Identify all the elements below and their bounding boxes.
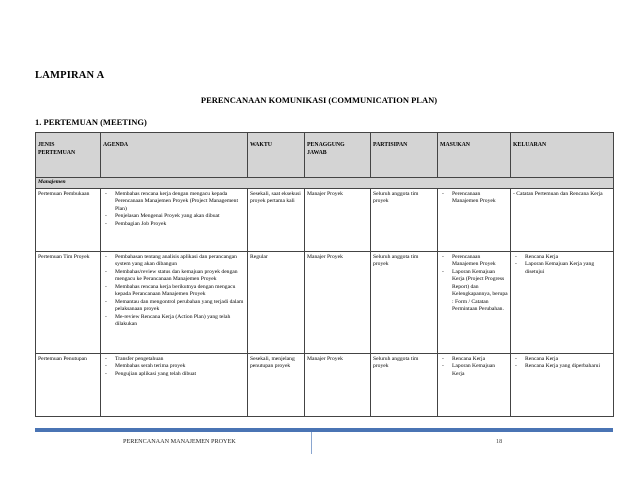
cell-masukan: [438, 251, 511, 353]
cell-keluaran: [511, 251, 614, 353]
list-item: - Me-review Rencana Kerja (Action Plan) yang telah dilakukan: [103, 314, 245, 329]
cell-partisipan: Seluruh anggota tim proyek: [371, 251, 438, 353]
page-number: 18: [496, 438, 503, 445]
list-item: - Rencana Kerja: [440, 356, 508, 364]
list-item: - Rencana Kerja: [513, 254, 611, 262]
cell-agenda: [101, 188, 248, 251]
table-row: [36, 251, 614, 353]
header-agenda: AGENDA: [101, 133, 248, 178]
communication-plan-table: [35, 132, 614, 417]
group-row: [36, 178, 614, 189]
cell-keluaran: [511, 353, 614, 416]
list-item: - Laporan Kemajuan Kerja yang disetujui: [513, 261, 611, 276]
footer-rule: [35, 428, 613, 432]
cell-penanggung: Manajer Proyek: [305, 353, 371, 416]
table-row: [36, 188, 614, 251]
cell-partisipan: Seluruh anggota tim proyek: [371, 188, 438, 251]
header-jenis: JENIS PERTEMUAN: [36, 133, 101, 178]
table-row: [36, 353, 614, 416]
cell-jenis: Pertemuan Pembukaan: [36, 188, 101, 251]
list-item: - Laporan Kemajuan Kerja (Project Progress Report) dan Kelengkapannya, berupa : Form / Catatan Permintaan Perubahan.: [440, 269, 508, 314]
table-header-row: [36, 133, 614, 178]
cell-waktu: Sesekali, saat eksekusi proyek pertama kali: [248, 188, 305, 251]
list-item: - Laporan Kemajuan Kerja: [440, 363, 508, 378]
list-item: - Perencanaan Manajemen Proyek: [440, 254, 508, 269]
list-item: - Pembagian Job Proyek: [103, 221, 245, 229]
cell-partisipan: Seluruh anggota tim proyek: [371, 353, 438, 416]
footer-separator: [311, 432, 312, 454]
list-item: - Membahas/review status dan kemajuan proyek dengan mengacu ke Perancanaan Manajemen Proyek: [103, 269, 245, 284]
group-label: Manajemen: [36, 178, 614, 189]
cell-masukan: [438, 188, 511, 251]
list-item: - Membahas rencana kerja berikutnya dengan mengacu kepada Perancanaan Manajemen Proyek: [103, 284, 245, 299]
cell-penanggung: Manajer Proyek: [305, 188, 371, 251]
header-penanggung: PENAGGUNG JAWAB: [305, 133, 371, 178]
list-item: - Memantau dan mengontrol perubahan yang terjadi dalam pelaksanaan proyek: [103, 299, 245, 314]
list-item: - Membahas rencana kerja dengan mengacu kepada Perencanaan Manajemen Proyek (Project Management Plan): [103, 191, 245, 214]
list-item: - Penjelasan Mengenai Proyek yang akan dibuat: [103, 213, 245, 221]
cell-waktu: Sesekali, menjelang penutupan proyek: [248, 353, 305, 416]
list-item: - Pembahasan tentang analisis aplikasi dan perancangan system yang akan dibangun: [103, 254, 245, 269]
footer-title: PERENCANAAN MANAJEMEN PROYEK: [123, 438, 236, 445]
list-item: - Transfer pengetahuan: [103, 356, 245, 364]
cell-masukan: [438, 353, 511, 416]
cell-keluaran: - Catatan Pertemuan dan Rencana Kerja: [511, 188, 614, 251]
header-partisipan: PARTISIPAN: [371, 133, 438, 178]
appendix-label: LAMPIRAN A: [35, 70, 105, 81]
list-item: - Pengujian aplikasi yang telah dibuat: [103, 371, 245, 379]
cell-agenda: [101, 353, 248, 416]
list-item: - Perencanaan Manajemen Proyek: [440, 191, 508, 206]
header-waktu: WAKTU: [248, 133, 305, 178]
cell-jenis: Pertemuan Tim Proyek: [36, 251, 101, 353]
cell-agenda: [101, 251, 248, 353]
header-masukan: MASUKAN: [438, 133, 511, 178]
cell-jenis: Pertemuan Penutupan: [36, 353, 101, 416]
header-keluaran: KELUARAN: [511, 133, 614, 178]
list-item: - Membahas serah terima proyek: [103, 363, 245, 371]
cell-penanggung: Manajer Proyek: [305, 251, 371, 353]
document-title: PERENCANAAN KOMUNIKASI (COMMUNICATION PLAN): [200, 95, 438, 105]
cell-waktu: Regular: [248, 251, 305, 353]
section-title: 1. PERTEMUAN (MEETING): [35, 117, 147, 127]
list-item: - Rencana Kerja yang diperbaharui: [513, 363, 611, 371]
list-item: - Rencana Kerja: [513, 356, 611, 364]
